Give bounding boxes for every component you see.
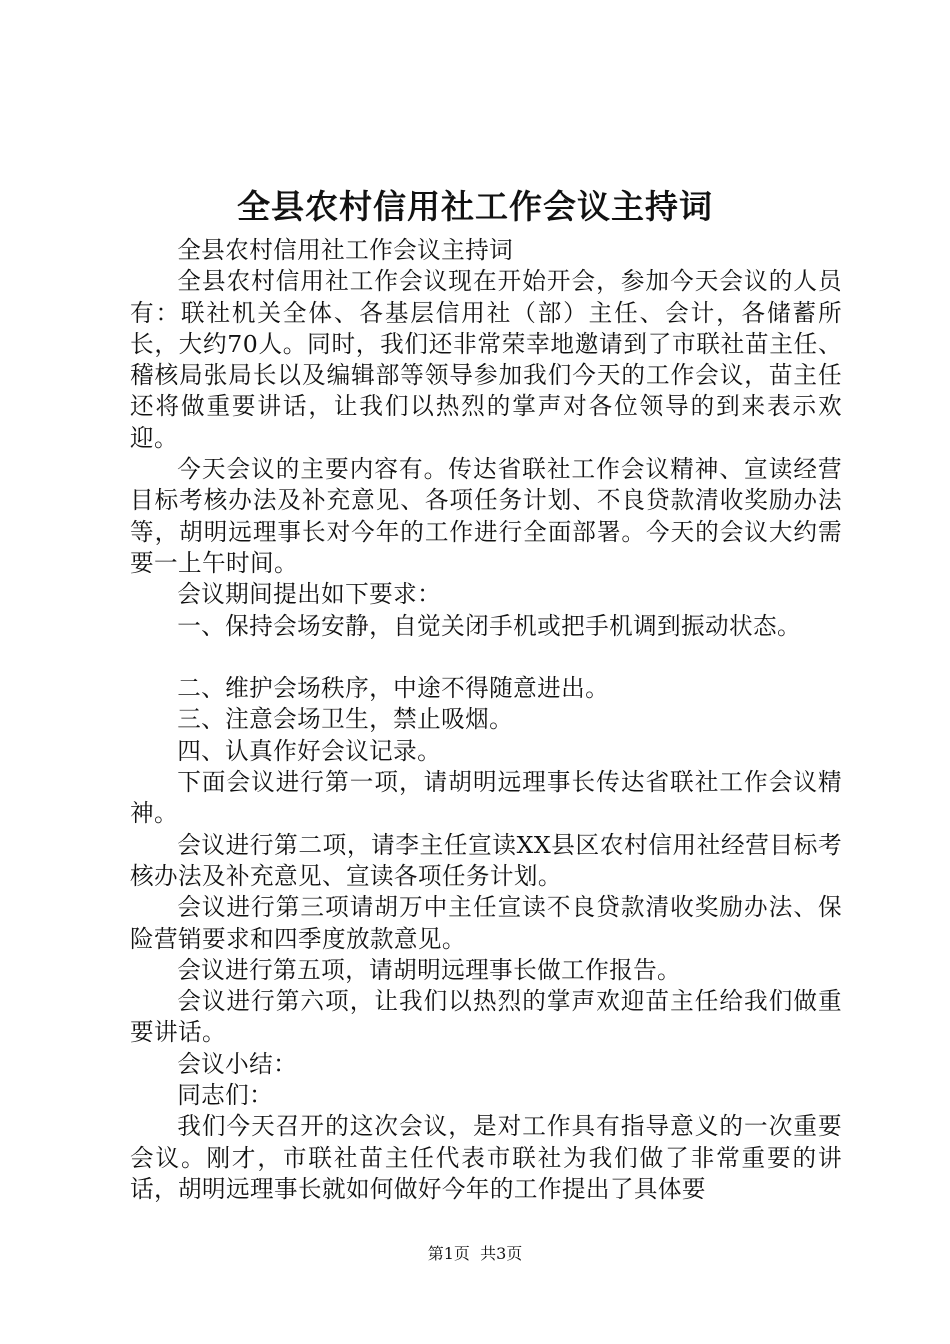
paragraph-requirement-1: 一、保持会场安静，自觉关闭手机或把手机调到振动状态。 [177,611,802,640]
page-total: 共3页 [480,1244,523,1263]
document-title: 全县农村信用社工作会议主持词 [237,187,713,226]
page-number: 第1页 [427,1244,470,1263]
paragraph-requirement-4: 四、认真作好会议记录。 [177,736,442,765]
paragraph-requirement-3: 三、注意会场卫生，禁止吸烟。 [177,705,514,734]
paragraph-item-6: 会议进行第六项，让我们以热烈的掌声欢迎苗主任给我们做重要讲话。 [130,987,842,1047]
page-footer [0,1242,950,1266]
document-body [130,235,842,1205]
paragraph-summary-heading: 会议小结： [177,1049,298,1078]
paragraph-subtitle: 全县农村信用社工作会议主持词 [177,236,514,264]
paragraph-agenda: 今天会议的主要内容有。传达省联社工作会议精神、宣读经营目标考核办法及补充意见、各项任务计划、不良贷款清收奖励办法等，胡明远理事长对今年的工作进行全面部署。今天的会议大约需要一上午时间。 [130,455,842,577]
paragraph-item-1: 下面会议进行第一项，请胡明远理事长传达省联社工作会议精神。 [130,768,842,828]
paragraph-summary: 我们今天召开的这次会议，是对工作具有指导意义的一次重要会议。刚才，市联社苗主任代表市联社为我们做了非常重要的讲话，胡明远理事长就如何做好今年的工作提出了具体要 [130,1112,842,1203]
paragraph-requirement-2: 二、维护会场秩序，中途不得随意进出。 [177,674,610,703]
paragraph-item-3: 会议进行第三项请胡万中主任宣读不良贷款清收奖励办法、保险营销要求和四季度放款意见。 [130,893,842,953]
paragraph-salutation: 同志们： [177,1081,274,1110]
paragraph-item-5: 会议进行第五项，请胡明远理事长做工作报告。 [177,955,682,984]
paragraph-requirements-intro: 会议期间提出如下要求： [177,580,442,609]
paragraph-opening: 全县农村信用社工作会议现在开始开会，参加今天会议的人员有：联社机关全体、各基层信用社（部）主任、会计，各储蓄所长，大约70人。同时，我们还非常荣幸地邀请到了市联社苗主任、稽核局张局长以及编辑部等领导参加我们今天的工作会议，苗主任还将做重要讲话，让我们以热烈的掌声对各位领导的到来表示欢迎。 [130,267,842,452]
paragraph-item-2: 会议进行第二项，请李主任宣读XX县区农村信用社经营目标考核办法及补充意见、宣读各项任务计划。 [130,830,842,890]
